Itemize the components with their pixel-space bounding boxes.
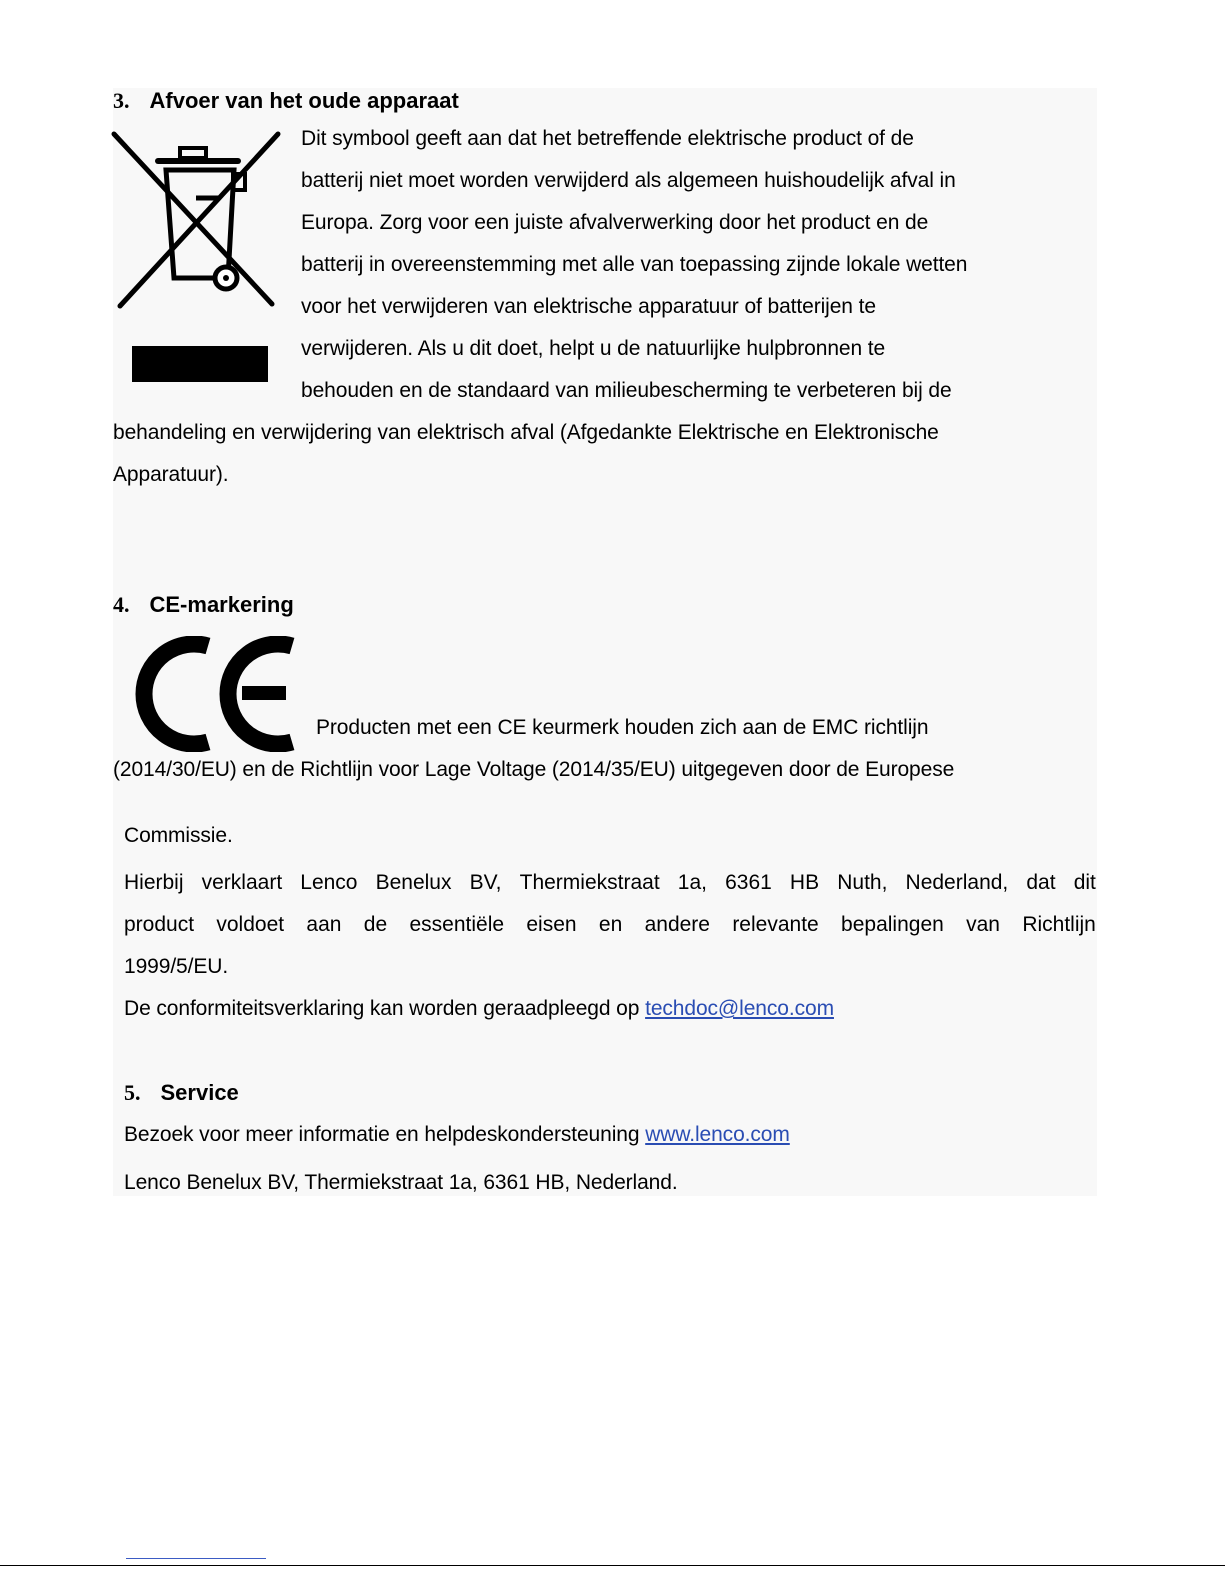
conformity-text: De conformiteitsverklaring kan worden geraadpleegd op xyxy=(124,997,646,1020)
section-3-title: Afvoer van het oude apparaat xyxy=(149,88,459,113)
section-4-text-line: Producten met een CE keurmerk houden zich aan de EMC richtlijn xyxy=(316,716,929,739)
word: Nuth, xyxy=(837,871,888,894)
section-3-text-line: batterij niet moet worden verwijderd als algemeen huishoudelijk afval in xyxy=(301,169,956,192)
service-address: Lenco Benelux BV, Thermiekstraat 1a, 6361 HB, Nederland. xyxy=(124,1171,678,1194)
word: eisen xyxy=(526,913,577,936)
section-3-text-line: verwijderen. Als u dit doet, helpt u de natuurlijke hulpbronnen te xyxy=(301,337,886,360)
section-4-text-line: (2014/30/EU) en de Richtlijn voor Lage Voltage (2014/35/EU) uitgegeven door de Europese xyxy=(113,758,955,781)
section-4-text-line: Commissie. xyxy=(124,824,233,847)
word: Benelux xyxy=(375,871,452,894)
word: relevante xyxy=(732,913,819,936)
section-4-number: 4. xyxy=(113,592,130,617)
section-3-text-line: Apparatuur). xyxy=(113,463,229,486)
section-3-text-line: Europa. Zorg voor een juiste afvalverwerking door het product en de xyxy=(301,211,929,234)
word: dit xyxy=(1073,871,1096,894)
conformity-line xyxy=(124,994,834,1024)
ce-mark-icon xyxy=(130,636,300,752)
section-3-text-line: behouden en de standaard van milieubescherming te verbeteren bij de xyxy=(301,379,952,402)
word: van xyxy=(966,913,1000,936)
word: andere xyxy=(644,913,710,936)
section-4-heading xyxy=(113,590,294,620)
section-3-text-line: voor het verwijderen van elektrische apparatuur of batterijen te xyxy=(301,295,876,318)
word: verklaart xyxy=(201,871,283,894)
word: Richtlijn xyxy=(1022,913,1096,936)
word: product xyxy=(124,913,195,936)
declaration-line xyxy=(124,868,1096,898)
section-3-text-line: behandeling en verwijdering van elektrisch afval (Afgedankte Elektrische en Elektronische xyxy=(113,421,939,444)
section-4-title: CE-markering xyxy=(149,592,294,617)
techdoc-email-link[interactable]: techdoc@lenco.com xyxy=(645,997,834,1020)
word: Nederland, xyxy=(905,871,1009,894)
section-5-heading xyxy=(124,1078,239,1108)
word: HB xyxy=(789,871,820,894)
word: 6361 xyxy=(725,871,772,894)
declaration-end: 1999/5/EU. xyxy=(124,955,229,978)
word: voldoet xyxy=(216,913,285,936)
word: en xyxy=(598,913,623,936)
crossed-out-wheelie-bin-icon xyxy=(108,128,284,384)
word: essentiële xyxy=(409,913,505,936)
service-info-line xyxy=(124,1120,790,1150)
word: Thermiekstraat xyxy=(519,871,660,894)
word: de xyxy=(363,913,388,936)
word: aan xyxy=(306,913,342,936)
lenco-website-link[interactable]: www.lenco.com xyxy=(645,1123,790,1146)
word: BV, xyxy=(469,871,502,894)
declaration-line xyxy=(124,910,1096,940)
footnote-rule xyxy=(126,1558,266,1559)
word: 1a, xyxy=(677,871,707,894)
section-3-heading xyxy=(113,86,459,116)
word: Hierbij xyxy=(124,871,184,894)
word: Lenco xyxy=(300,871,358,894)
service-info-text: Bezoek voor meer informatie en helpdeskondersteuning xyxy=(124,1123,646,1146)
word: dat xyxy=(1026,871,1056,894)
section-5-number: 5. xyxy=(124,1080,141,1105)
page-bottom-rule xyxy=(0,1565,1225,1566)
section-5-title: Service xyxy=(160,1080,239,1105)
word: bepalingen xyxy=(841,913,944,936)
section-3-text-line: Dit symbool geeft aan dat het betreffende elektrische product of de xyxy=(301,127,914,150)
section-3-text-line: batterij in overeenstemming met alle van toepassing zijnde lokale wetten xyxy=(301,253,968,276)
section-3-number: 3. xyxy=(113,88,130,113)
